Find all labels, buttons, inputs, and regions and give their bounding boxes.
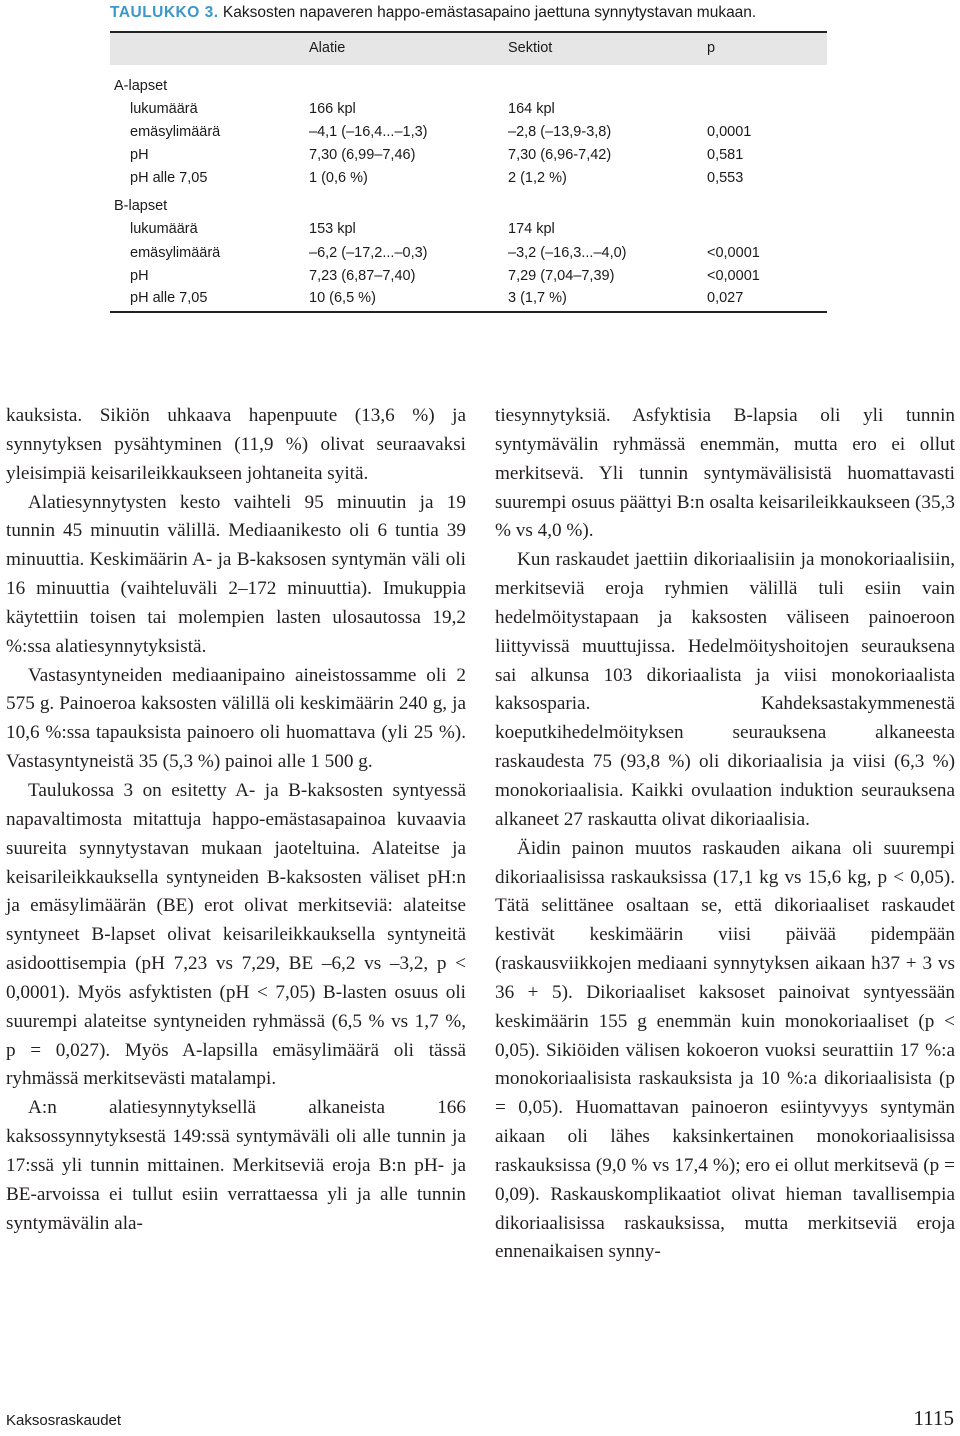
body-paragraph: Kun raskaudet jaettiin dikoriaalisiin ja monokoriaalisiin, merkitseviä eroja ryhmien välillä tuli esiin vain hedelmöitystapaan ja kaksosten väliseen painoeroon liittyvissä muuttujissa. Hedelmöityshoitojen seurauksena sai alkunsa 103 dikoriaalista ja viisi monokoriaalista kaksosparia. Kahdeksastakymmenestä koeputkihedelmöityksen seurauksena alkaneesta raskaudesta 75 (93,8 %) oli dikoriaalisia ja viisi (6,3 %) monokoriaalisia. Kaikki ovulaation induktion seurauksena alkaneet 27 raskautta olivat dikoriaalisia.	[495, 549, 955, 830]
body-paragraph: tiesynnytyksiä. Asfyktisia B-lapsia oli yli tunnin syntymävälin ryhmässä enemmän, mutta ero ei ollut merkitsevä. Yli tunnin syntymävälisistä huomattavasti suurempi osuus päättyi B:n osalta keisarileikkaukseen (35,3 % vs 4,0 %).	[495, 405, 955, 542]
table-header-p: p	[707, 40, 716, 56]
body-paragraph: Alatiesynnytysten kesto vaihteli 95 minuutin ja 19 tunnin 45 minuutin välillä. Mediaanikesto oli 6 tuntia 39 minuuttia. Keskimäärin A- ja B-kaksosen syntymän väli oli 16 minuuttia (vaihteluväli 2–172 minuuttia). Imukuppia käytettiin toisen tai molempien lasten ulosautossa 19,2 %:ssa alatiesynnytyksistä.	[6, 491, 466, 657]
table-cell: pH alle 7,05	[130, 290, 208, 306]
table-cell: emäsylimäärä	[130, 124, 221, 140]
table-cell: 166 kpl	[309, 101, 356, 117]
table-cell: <0,0001	[707, 268, 760, 284]
table-caption	[110, 4, 950, 22]
table-cell: 153 kpl	[309, 221, 356, 237]
table-cell: lukumäärä	[130, 221, 198, 237]
table-cell: 1 (0,6 %)	[309, 170, 368, 186]
table-cell: 0,0001	[707, 124, 752, 140]
table-header-sektiot: Sektiot	[508, 40, 553, 56]
table-cell: pH	[130, 268, 149, 284]
table-cell: 174 kpl	[508, 221, 555, 237]
table-cell: 164 kpl	[508, 101, 555, 117]
page-number: 1115	[913, 1406, 954, 1430]
table-cell: 7,30 (6,96-7,42)	[508, 147, 612, 163]
table-cell: –6,2 (–17,2...–0,3)	[309, 245, 428, 261]
table-cell: –4,1 (–16,4...–1,3)	[309, 124, 428, 140]
body-column-right	[495, 402, 955, 1267]
table-cell: 0,581	[707, 147, 744, 163]
table-cell: 0,027	[707, 290, 744, 306]
table-bottom-rule	[110, 311, 827, 313]
table-cell: 10 (6,5 %)	[309, 290, 376, 306]
body-paragraph: kauksista. Sikiön uhkaava hapenpuute (13,6 %) ja synnytyksen pysähtyminen (11,9 %) olivat seuraavaksi yleisimpiä keisarileikkaukseen johtaneita syitä.	[6, 405, 466, 484]
running-footer-title: Kaksosraskaudet	[6, 1412, 122, 1429]
table-cell: –3,2 (–16,3...–4,0)	[508, 245, 627, 261]
table-group-label: A-lapset	[114, 78, 168, 94]
body-paragraph: Taulukossa 3 on esitetty A- ja B-kaksosten syntyessä napavaltimosta mitattuja happo-emästasapainoa kuvaavia suureita synnytystavan mukaan jaoteltuina. Alateitse ja keisarileikkauksella syntyneiden B-kaksosten väliset pH:n ja emäsylimäärän (BE) erot olivat merkitseviä: alateitse syntyneet B-lapset olivat keisarileikkauksella syntyneitä asidoottisempia (pH 7,23 vs 7,29, BE –6,2 vs –3,2, p < 0,0001). Myös asfyktisten (pH < 7,05) B-lasten osuus oli suurempi alateitse syntyneiden ryhmässä (6,5 % vs 1,7 %, p = 0,027). Myös A-lapsilla emäsylimäärä oli tässä ryhmässä merkitsevästi matalampi.	[6, 779, 466, 1090]
table-header-band	[110, 31, 827, 65]
table-cell: 7,29 (7,04–7,39)	[508, 268, 615, 284]
table-cell: –2,8 (–13,9-3,8)	[508, 124, 612, 140]
table-cell: lukumäärä	[130, 101, 198, 117]
table-cell: 2 (1,2 %)	[508, 170, 567, 186]
body-paragraph: Äidin painon muutos raskauden aikana oli suurempi dikoriaalisissa raskauksissa (17,1 kg vs 15,6 kg, p < 0,05). Tätä selittänee osaltaan se, että dikoriaaliset raskaudet kestivät keskimäärin viisi päivää pidempään (raskausviikkojen mediaani synnytyksen aikaan h37 + 3 vs 36 + 5). Dikoriaaliset kaksoset painoivat syntyessään keskimäärin 155 g enemmän kuin monokoriaaliset (p < 0,05). Sikiöiden välisen kokoeron vuoksi seurattiin 17 %:a monokoriaalisista raskauksista ja 10 %:a dikoriaalisista (p = 0,05). Huomattavan painoeron esiintyvyys syntymän aikaan oli lähes kaksinkertainen monokoriaalisissa raskauksissa (9,0 % vs 17,4 %); ero ei ollut merkitsevä (p = 0,09). Raskauskomplikaatiot olivat hieman tavallisempia dikoriaalisissa raskauksissa, mutta merkitseviä eroja ennenaikaisen synny-	[495, 837, 955, 1263]
table-cell: emäsylimäärä	[130, 245, 221, 261]
body-paragraph: Vastasyntyneiden mediaanipaino aineistossamme oli 2 575 g. Painoeroa kaksosten välillä oli keskimäärin 240 g, ja 10,6 %:ssa tapauksista painoero oli huomattava (yli 25 %). Vastasyntyneistä 35 (5,3 %) painoi alle 1 500 g.	[6, 664, 466, 773]
table-cell: 7,23 (6,87–7,40)	[309, 268, 416, 284]
table-cell: <0,0001	[707, 245, 760, 261]
body-paragraph: A:n alatiesynnytyksellä alkaneista 166 kaksossynnytyksestä 149:ssä syntymäväli oli alle tunnin ja 17:ssä yli tunnin mittainen. Merkitseviä eroja B:n pH- ja BE-arvoissa ei tullut esiin verrattaessa yli ja alle tunnin syntymävälin ala-	[6, 1097, 466, 1234]
table-cell: 3 (1,7 %)	[508, 290, 567, 306]
table-cell: pH	[130, 147, 149, 163]
table-cell: 7,30 (6,99–7,46)	[309, 147, 416, 163]
table-caption-text: Kaksosten napaveren happo-emästasapaino jaettuna synnytystavan mukaan.	[222, 4, 757, 21]
table-cell: 0,553	[707, 170, 744, 186]
table-cell: pH alle 7,05	[130, 170, 208, 186]
table-group-label: B-lapset	[114, 198, 168, 214]
body-column-left	[6, 402, 466, 1238]
table-caption-label: TAULUKKO 3.	[110, 4, 219, 21]
table-header-alatie: Alatie	[309, 40, 346, 56]
